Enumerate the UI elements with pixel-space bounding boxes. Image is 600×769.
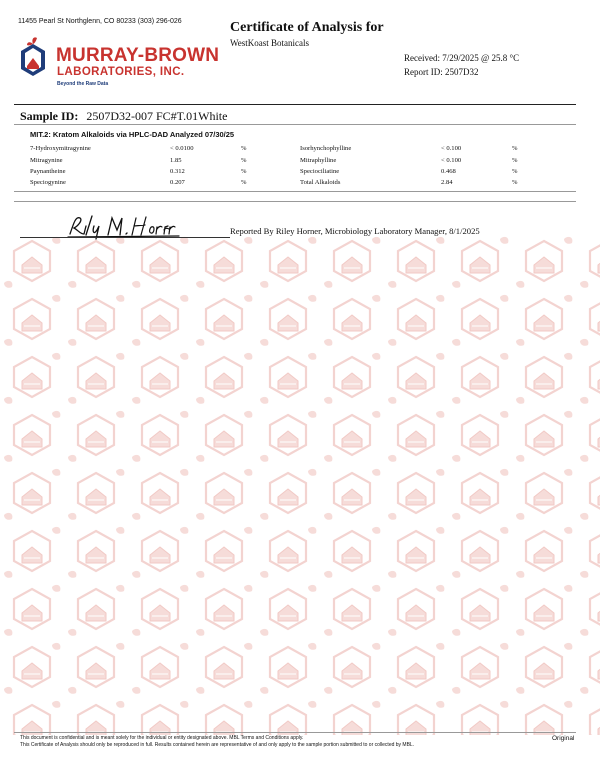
analyte-name: 7-Hydroxymitragynine	[30, 145, 91, 152]
certificate-title: Certificate of Analysis for	[230, 20, 384, 35]
analyte-unit: %	[241, 179, 247, 186]
analyte-result: 2.84	[441, 179, 453, 186]
watermark-pattern	[0, 235, 600, 735]
report-id: Report ID: 2507D32	[404, 67, 479, 77]
analyte-name: Mitragynine	[30, 157, 63, 164]
sample-id-label: Sample ID:	[20, 109, 79, 123]
analyte-unit: %	[241, 157, 247, 164]
signature-image	[64, 212, 184, 240]
original-mark: Original	[552, 735, 575, 742]
analyte-unit: %	[241, 168, 247, 175]
analyte-unit: %	[512, 157, 518, 164]
analyte-name: Mitraphylline	[300, 157, 337, 164]
analyte-name: Paynantheine	[30, 168, 66, 175]
results-divider	[14, 191, 576, 192]
lab-logo-icon	[20, 36, 46, 80]
analyte-unit: %	[241, 145, 247, 152]
lab-tagline: Beyond the Raw Data	[57, 81, 109, 87]
client-name: WestKoast Botanicals	[230, 38, 310, 48]
analyte-result: 0.468	[441, 168, 456, 175]
reported-by: Reported By Riley Horner, Microbiology Laboratory Manager, 8/1/2025	[230, 226, 480, 236]
header-divider	[14, 104, 576, 105]
analyte-result: < 0.100	[441, 145, 462, 152]
analyte-unit: %	[512, 168, 518, 175]
footer-divider	[14, 732, 576, 733]
analyte-unit: %	[512, 179, 518, 186]
analyte-name: Total Alkaloids	[300, 179, 341, 186]
lab-address: 11455 Pearl St Northglenn, CO 80233 (303) 296-026	[18, 18, 182, 25]
analyte-result: 0.207	[170, 179, 185, 186]
analyte-result: 1.85	[170, 157, 182, 164]
sample-divider	[14, 124, 576, 125]
analyte-name: Isorhynchophylline	[300, 145, 352, 152]
sample-id-value: 2507D32-007 FC#T.01White	[86, 109, 228, 123]
analyte-result: 0.312	[170, 168, 185, 175]
received-info: Received: 7/29/2025 @ 25.8 °C	[404, 53, 520, 63]
test-title: MIT.2: Kratom Alkaloids via HPLC-DAD Analyzed 07/30/25	[30, 130, 235, 139]
lab-name-line1: MURRAY-BROWN	[56, 45, 220, 66]
footer-confidential: This document is confidential and is meant solely for the individual or entity designated above. MBL Terms and Conditions apply.	[20, 735, 304, 741]
analyte-name: Speciogynine	[30, 179, 66, 186]
sample-id	[20, 109, 227, 124]
analyte-name: Speciociliatine	[300, 168, 340, 175]
signature-line	[20, 237, 230, 238]
analyte-unit: %	[512, 145, 518, 152]
analyte-result: < 0.100	[441, 157, 462, 164]
footer-reproduction: This Certificate of Analysis should only be reproduced in full. Results contained herein are representative of and only apply to the sample portion submitted to or collected by MBL.	[20, 742, 415, 748]
analyte-result: < 0.0100	[170, 145, 194, 152]
lab-name-line2: LABORATORIES, INC.	[57, 66, 185, 78]
results-divider-bottom	[14, 201, 576, 202]
